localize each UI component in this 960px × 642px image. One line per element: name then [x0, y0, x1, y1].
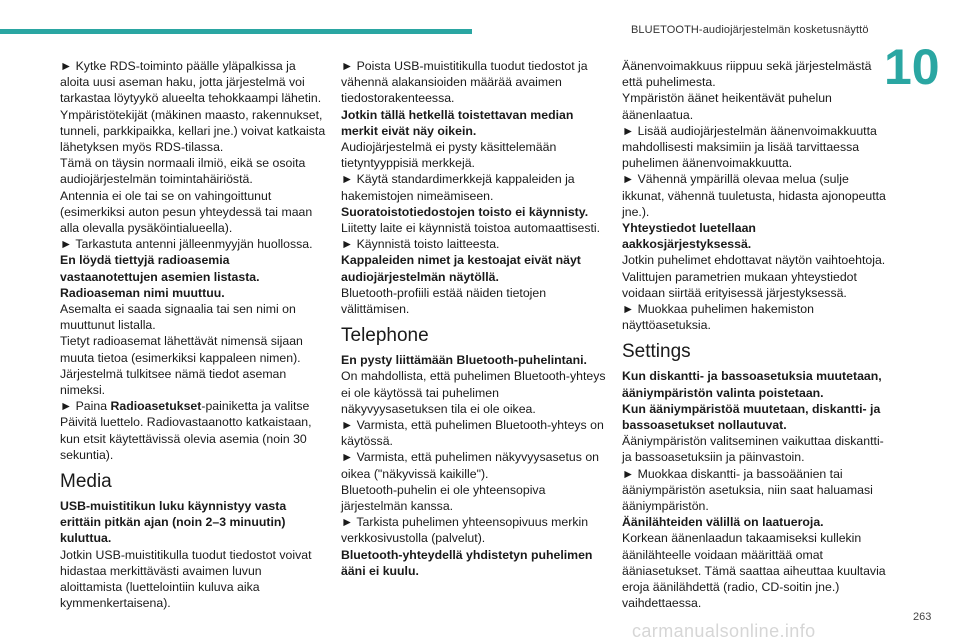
paragraph: Jotkin USB-muistitikulla tuodut tiedostot voivat hidastaa merkittävästi avaimen luvun aloittamista (luettelointiin kuluva aika kymmenkertaisena). — [60, 547, 312, 611]
problem-heading: Radioaseman nimi muuttuu. — [60, 285, 225, 300]
problem-heading: En löydä tiettyjä radioasemia vastaanotettujen asemien listasta. — [60, 253, 260, 284]
problem-heading: Kun ääniympäristöä muutetaan, diskantti- ja bassoasetukset nollautuvat. — [622, 401, 881, 433]
column-2 — [341, 58, 607, 579]
radio-settings-label: Radioasetukset — [110, 399, 202, 414]
problem-heading: Kappaleiden nimet ja kestoajat eivät näyt audiojärjestelmän näytöllä. — [341, 253, 581, 284]
paragraph: Antennia ei ole tai se on vahingoittunut (esimerkiksi auton pesun yhteydessä tai maan alla olevalla pysäköintialueella). — [60, 188, 313, 236]
paragraph: Ympäristötekijät (mäkinen maasto, rakennukset, tunneli, parkkipaikka, kellari jne.) voivat katkaista lähetyksen myös RDS-tilassa. — [60, 107, 326, 155]
paragraph: ► Poista USB-muistitikulla tuodut tiedostot ja vähennä alakansioiden määrää avaimen tiedostorakenteessa. — [341, 59, 588, 106]
paragraph: ► Vähennä ympärillä olevaa melua (sulje ikkunat, vähennä tuuletusta, hidasta ajonopeutta jne.). — [622, 172, 886, 219]
paragraph: Ääniympäristön valitseminen vaikuttaa diskantti- ja bassoasetuksiin ja päinvastoin. — [622, 434, 884, 465]
problem-heading: Yhteystiedot luetellaan aakkosjärjestyksessä. — [622, 221, 756, 252]
paragraph: Ympäristön äänet heikentävät puhelun äänenlaatua. — [622, 91, 832, 122]
section-heading-media: Media — [60, 471, 112, 493]
paragraph: ► Tarkista puhelimen yhteensopivuus merkin verkkosivustolla (palvelut). — [341, 515, 589, 546]
instruction-prefix: ► Paina — [60, 399, 111, 414]
paragraph: Äänenvoimakkuus riippuu sekä järjestelmästä että puhelimesta. — [622, 59, 872, 90]
problem-heading: Jotkin tällä hetkellä toistettavan median merkit eivät näy oikein. — [341, 107, 574, 138]
paragraph: Tämä on täysin normaali ilmiö, eikä se osoita audiojärjestelmän toimintahäiriöstä. — [60, 156, 306, 187]
paragraph: ► Lisää audiojärjestelmän äänenvoimakkuutta mahdollisesti maksimiin ja lisää tarvittaessa puhelimen äänenvoimakkuutta. — [622, 123, 877, 171]
paragraph: ► Kytke RDS-toiminto päälle yläpalkissa ja aloita uusi aseman haku, jotta järjestelmä voi tarkastaa löytyykö alueelta tehokkaampi lähetin. — [60, 59, 322, 106]
problem-heading: Bluetooth-yhteydellä yhdistetyn puhelimen ääni ei kuulu. — [341, 547, 593, 578]
paragraph: ► Muokkaa diskantti- ja bassoäänien tai ääniympäristön asetuksia, niin saat haluamasi ääniympäristön. — [622, 466, 873, 514]
paragraph: Bluetooth-profiili estää näiden tietojen välittämisen. — [341, 285, 547, 317]
header-title: BLUETOOTH-audiojärjestelmän kosketusnäyttö — [631, 24, 869, 36]
paragraph — [60, 398, 326, 463]
watermark: carmanualsonline.info — [632, 621, 816, 641]
paragraph: ► Muokkaa puhelimen hakemiston näyttöasetuksia. — [622, 302, 814, 333]
chapter-number: 10 — [884, 39, 940, 95]
paragraph: ► Varmista, että puhelimen näkyvyysasetus on oikea ("näkyvissä kaikille"). — [341, 450, 600, 481]
header-accent-bar — [0, 29, 472, 34]
paragraph: ► Käynnistä toisto laitteesta. — [341, 237, 500, 252]
page-number: 263 — [913, 611, 932, 623]
paragraph: Bluetooth-puhelin ei ole yhteensopiva järjestelmän kanssa. — [341, 482, 546, 514]
paragraph: Liitetty laite ei käynnistä toistoa automaattisesti. — [341, 221, 601, 236]
paragraph: Tietyt radioasemat lähettävät nimensä sijaan muuta tietoa (esimerkiksi kappaleen nimen). — [60, 334, 303, 365]
paragraph: On mahdollista, että puhelimen Bluetooth-yhteys ei ole käytössä tai puhelimen näkyvyysasetuksen tila ei ole oikea. — [341, 369, 606, 416]
problem-heading: Suoratoistotiedostojen toisto ei käynnisty. — [341, 204, 589, 219]
paragraph: Asemalta ei saada signaalia tai sen nimi on muuttunut listalla. — [60, 302, 296, 333]
paragraph: ► Varmista, että puhelimen Bluetooth-yhteys on käytössä. — [341, 418, 604, 449]
paragraph: Järjestelmä tulkitsee nämä tiedot aseman nimeksi. — [60, 366, 287, 398]
section-heading-settings: Settings — [622, 341, 691, 363]
paragraph: ► Tarkastuta antenni jälleenmyyjän huollossa. — [60, 237, 313, 252]
instruction-text: -painiketta ja valitse Päivitä luettelo. Radiovastaanotto katkaistaan, kun etsit käytettävissä olevia asemia (noin 30 sekuntia). — [60, 399, 312, 462]
section-heading-telephone: Telephone — [341, 325, 429, 347]
column-1 — [60, 58, 326, 612]
problem-heading: En pysty liittämään Bluetooth-puhelintani. — [341, 353, 587, 368]
column-3 — [622, 58, 888, 612]
paragraph: Jotkin puhelimet ehdottavat näytön vaihtoehtoja. Valittujen parametrien mukaan yhteystiedot voidaan siirtää erityisessä järjestyksessä. — [622, 253, 886, 300]
problem-heading: Kun diskantti- ja bassoasetuksia muutetaan, ääniympäristön valinta poistetaan. — [622, 369, 882, 400]
problem-heading: Äänilähteiden välillä on laatueroja. — [622, 515, 824, 530]
problem-heading: USB-muistitikun luku käynnistyy vasta erittäin pitkän ajan (noin 2–3 minuutin) kuluttua. — [60, 499, 287, 546]
paragraph: ► Käytä standardimerkkejä kappaleiden ja hakemistojen nimeämiseen. — [341, 172, 575, 203]
paragraph: Audiojärjestelmä ei pysty käsittelemään tietyntyyppisiä merkkejä. — [341, 140, 557, 171]
paragraph: Korkean äänenlaadun takaamiseksi kullekin äänilähteelle voidaan määrittää omat ääniasetukset. Tämä saattaa aiheuttaa kuultavia eroja äänilähdettä (radio, CD-soitin jne.) vaihdettaessa. — [622, 531, 886, 611]
